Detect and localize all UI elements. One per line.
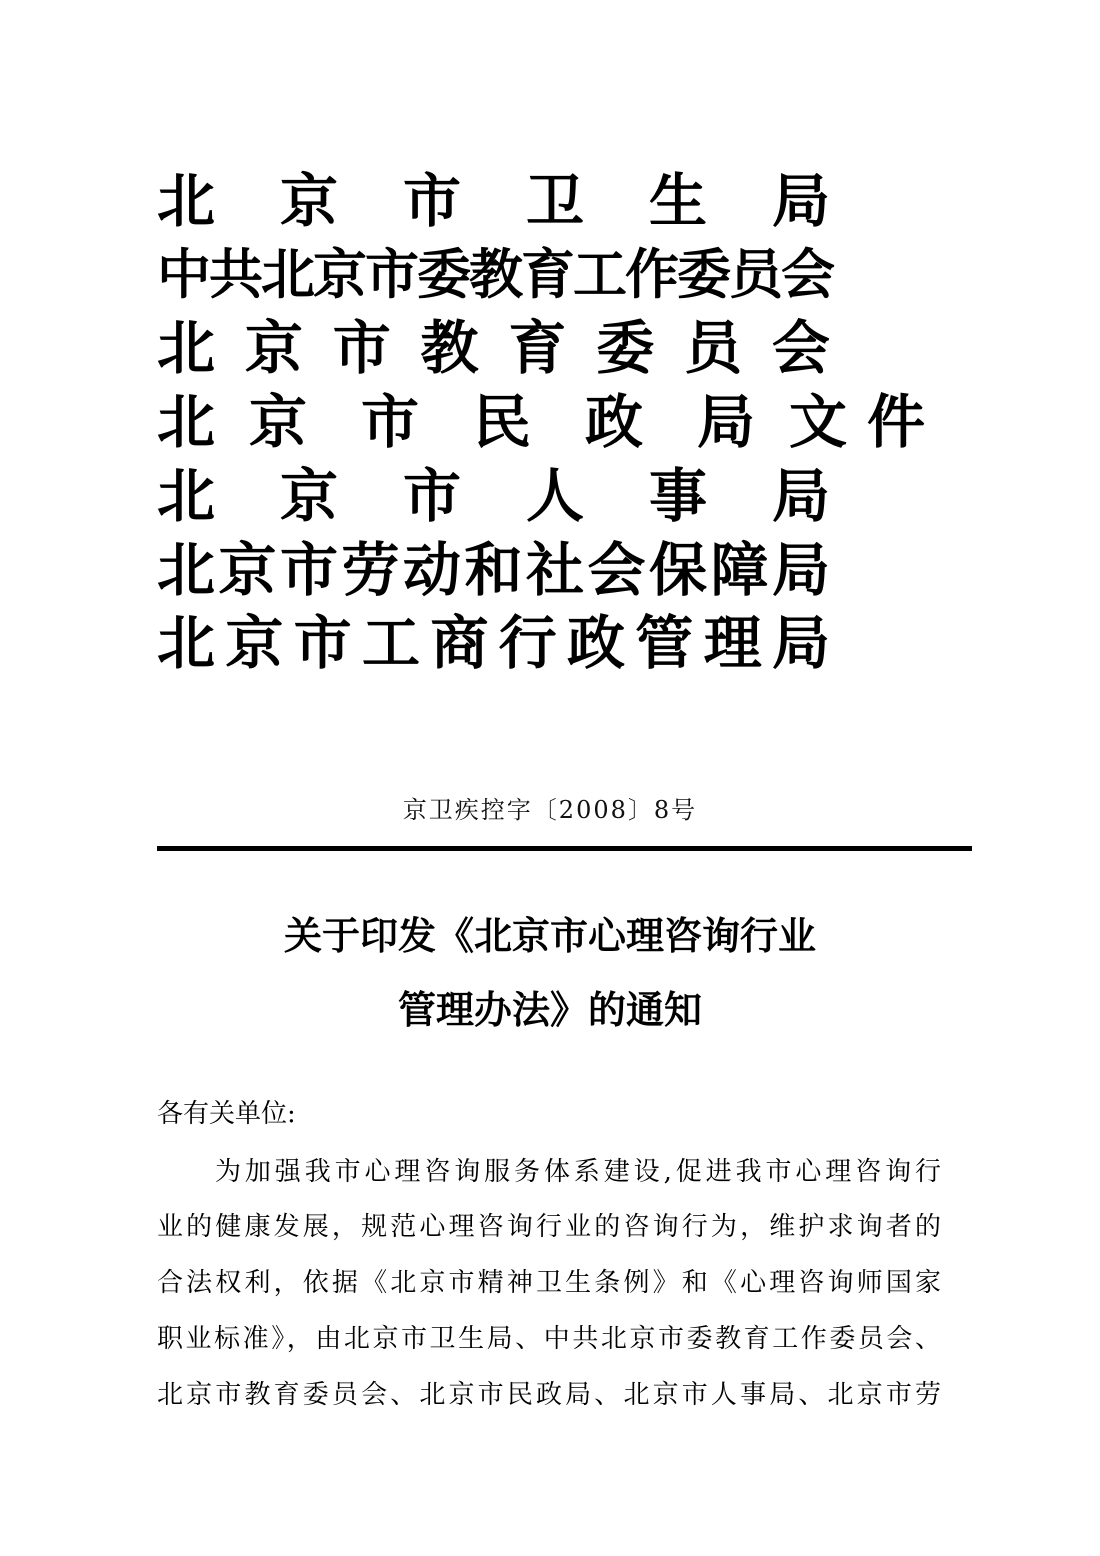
org-char: 会 xyxy=(781,243,835,306)
org-char: 北 xyxy=(157,609,216,677)
org-char: 教 xyxy=(420,314,479,382)
org-char: 局 xyxy=(771,609,830,677)
org-health-bureau xyxy=(157,166,830,236)
org-char: 生 xyxy=(649,167,708,235)
document-number: 京卫疾控字〔2008〕8号 xyxy=(402,796,698,824)
org-char: 市 xyxy=(280,536,339,604)
org-char: 京 xyxy=(280,462,339,530)
org-char: 京 xyxy=(225,609,284,677)
org-char: 市 xyxy=(293,609,352,677)
org-char: 京 xyxy=(280,167,339,235)
org-char: 市 xyxy=(332,314,391,382)
org-personnel-bureau xyxy=(157,461,830,531)
org-char: 北 xyxy=(261,243,315,306)
org-char: 京 xyxy=(249,388,308,456)
org-char: 卫 xyxy=(526,167,585,235)
org-char: 市 xyxy=(361,388,420,456)
body-line-5: 北京市教育委员会、北京市民政局、北京市人事局、北京市劳 xyxy=(157,1380,942,1410)
org-char: 会 xyxy=(771,314,830,382)
org-char: 员 xyxy=(684,314,743,382)
org-char: 管 xyxy=(635,609,694,677)
body-line-3: 合法权利，依据《北京市精神卫生条例》和《心理咨询师国家 xyxy=(157,1268,942,1298)
body-line-4: 职业标准》，由北京市卫生局、中共北京市委教育工作委员会、 xyxy=(157,1324,942,1354)
body-line-2: 业的健康发展，规范心理咨询行业的咨询行为，维护求询者的 xyxy=(157,1212,942,1242)
org-char: 商 xyxy=(430,609,489,677)
body-line-1: 为加强我市心理咨询服务体系建设,促进我市心理咨询行 xyxy=(215,1157,942,1187)
header-divider xyxy=(157,846,972,851)
org-char: 京 xyxy=(313,243,367,306)
org-char: 育 xyxy=(508,314,567,382)
org-char: 政 xyxy=(566,609,625,677)
document-title-line-2: 管理办法》的通知 xyxy=(397,988,702,1032)
org-char: 工 xyxy=(361,609,420,677)
org-char: 局 xyxy=(772,536,831,604)
org-char: 理 xyxy=(703,609,762,677)
org-char: 人 xyxy=(526,462,585,530)
document-suffix-char: 件 xyxy=(867,388,926,456)
org-char: 局 xyxy=(772,462,831,530)
document-suffix-char: 文 xyxy=(789,388,848,456)
org-char: 社 xyxy=(526,536,585,604)
org-char: 局 xyxy=(772,167,831,235)
org-char: 北 xyxy=(157,167,216,235)
org-char: 和 xyxy=(464,536,523,604)
org-char: 委 xyxy=(596,314,655,382)
org-char: 会 xyxy=(587,536,646,604)
org-char: 工 xyxy=(573,243,627,306)
org-char: 共 xyxy=(209,243,263,306)
org-char: 民 xyxy=(473,388,532,456)
org-education-work-committee xyxy=(157,240,835,310)
org-char: 京 xyxy=(218,536,277,604)
org-labor-social-security-bureau xyxy=(157,535,830,605)
org-industry-commerce-bureau xyxy=(157,608,830,678)
org-char: 保 xyxy=(649,536,708,604)
org-char: 北 xyxy=(157,314,216,382)
org-char: 北 xyxy=(157,388,216,456)
org-char: 育 xyxy=(521,243,575,306)
org-char: 北 xyxy=(157,462,216,530)
org-char: 劳 xyxy=(341,536,400,604)
org-char: 市 xyxy=(403,462,462,530)
org-char: 教 xyxy=(469,243,523,306)
org-char: 委 xyxy=(417,243,471,306)
org-char: 政 xyxy=(585,388,644,456)
org-char: 委 xyxy=(677,243,731,306)
org-char: 中 xyxy=(157,243,211,306)
org-char: 市 xyxy=(403,167,462,235)
org-char: 作 xyxy=(625,243,679,306)
org-char: 市 xyxy=(365,243,419,306)
document-title-line-1: 关于印发《北京市心理咨询行业 xyxy=(283,914,816,958)
org-char: 行 xyxy=(498,609,557,677)
org-char: 员 xyxy=(729,243,783,306)
org-char: 动 xyxy=(403,536,462,604)
org-char: 北 xyxy=(157,536,216,604)
org-civil-affairs-bureau xyxy=(157,387,925,457)
salutation: 各有关单位: xyxy=(157,1099,296,1129)
org-char: 局 xyxy=(697,388,756,456)
org-char: 事 xyxy=(649,462,708,530)
org-char: 京 xyxy=(244,314,303,382)
org-education-commission xyxy=(157,313,830,383)
org-char: 障 xyxy=(710,536,769,604)
